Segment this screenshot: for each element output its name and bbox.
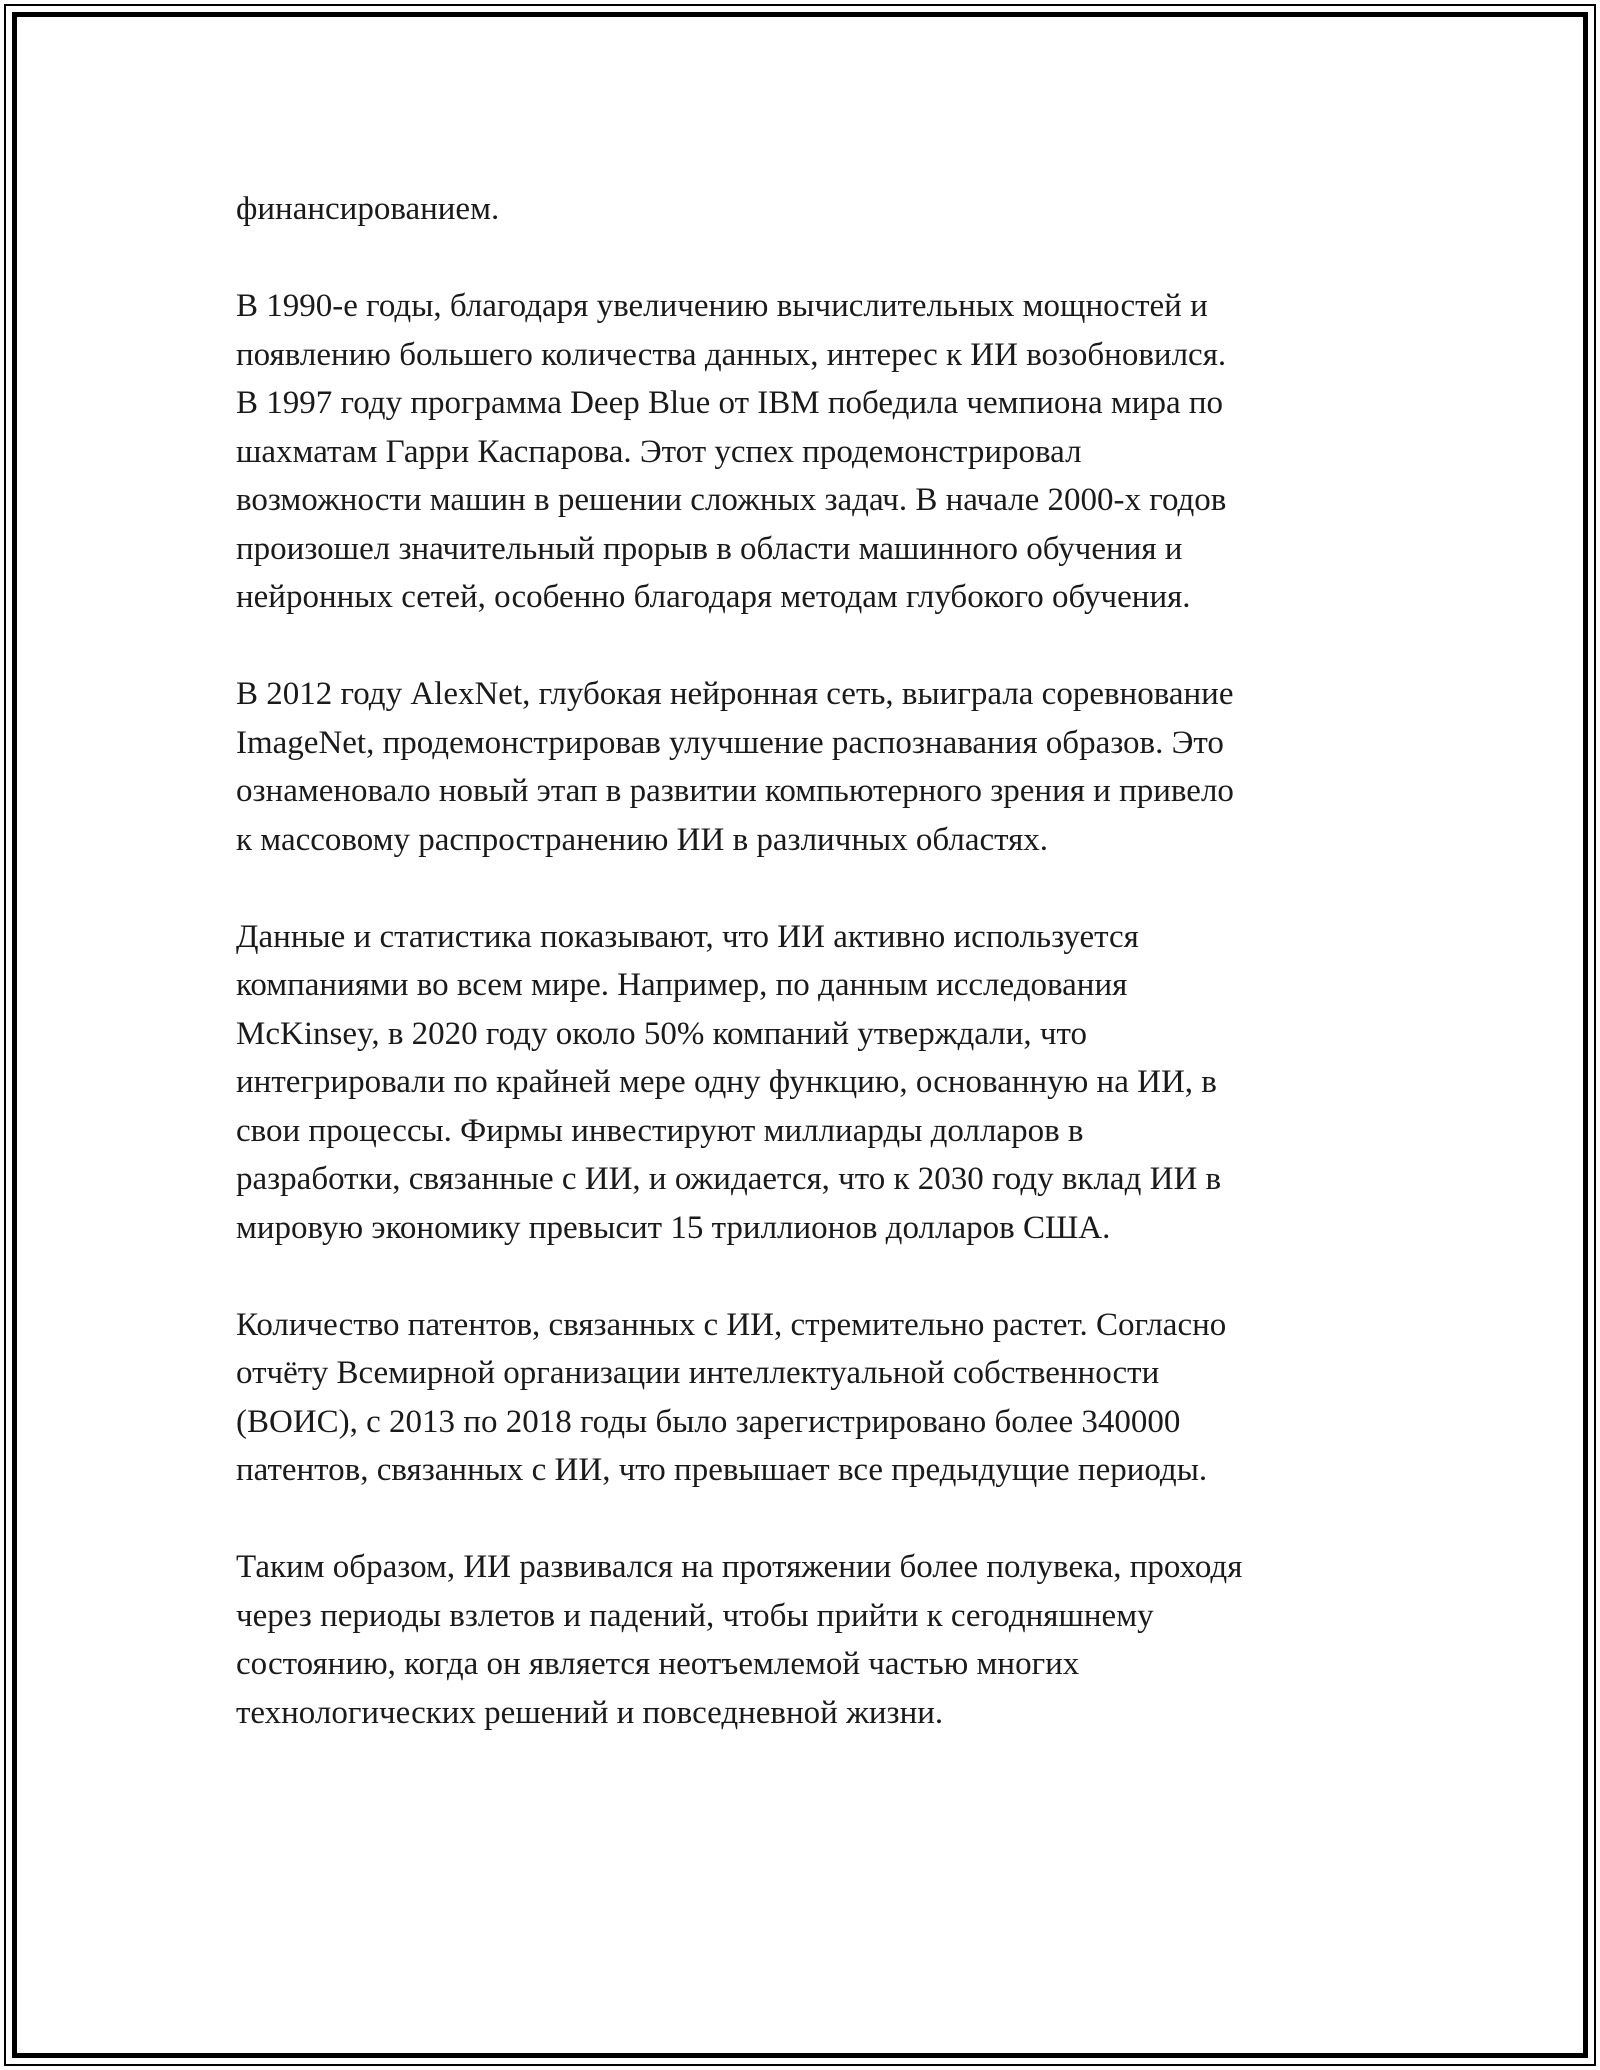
- text-line: разработки, связанные с ИИ, и ожидается, что к 2030 году вклад ИИ в: [236, 1161, 1222, 1197]
- paragraph: [236, 185, 1376, 234]
- paragraph: [236, 913, 1376, 1253]
- paragraph: [236, 670, 1376, 864]
- text-line: шахматам Гарри Каспарова. Этот успех продемонстрировал: [236, 433, 1082, 470]
- document-body: [236, 185, 1376, 1786]
- text-line: финансированием.: [236, 191, 500, 227]
- text-line: патентов, связанных с ИИ, что превышает все предыдущие периоды.: [236, 1452, 1208, 1488]
- text-line: технологических решений и повседневной жизни.: [236, 1694, 944, 1731]
- text-line: (ВОИС), с 2013 по 2018 годы было зарегистрировано более 340000: [236, 1403, 1181, 1440]
- paragraph: [236, 1301, 1376, 1495]
- paragraph: [236, 282, 1376, 622]
- text-line: Таким образом, ИИ развивался на протяжении более полувека, проходя: [236, 1549, 1243, 1585]
- text-line: Данные и статистика показывают, что ИИ активно используется: [236, 918, 1139, 955]
- text-line: В 1997 году программа Deep Blue от IBM победила чемпиона мира по: [236, 385, 1224, 421]
- text-line: к массовому распространению ИИ в различных областях.: [236, 821, 1049, 858]
- text-line: ImageNet, продемонстрировав улучшение распознавания образов. Это: [236, 724, 1224, 761]
- text-line: произошел значительный прорыв в области машинного обучения и: [236, 530, 1183, 567]
- text-line: свои процессы. Фирмы инвестируют миллиарды долларов в: [236, 1112, 1084, 1149]
- text-line: через периоды взлетов и падений, чтобы прийти к сегодняшнему: [236, 1597, 1154, 1634]
- text-line: Количество патентов, связанных с ИИ, стремительно растет. Согласно: [236, 1306, 1227, 1343]
- text-line: ознаменовало новый этап в развитии компьютерного зрения и привело: [236, 773, 1234, 809]
- text-line: интегрировали по крайней мере одну функцию, основанную на ИИ, в: [236, 1064, 1217, 1100]
- text-line: появлению большего количества данных, интерес к ИИ возобновился.: [236, 336, 1227, 373]
- text-line: McKinsey, в 2020 году около 50% компаний утверждали, что: [236, 1015, 1087, 1052]
- text-line: нейронных сетей, особенно благодаря методам глубокого обучения.: [236, 579, 1191, 615]
- paragraph: [236, 1543, 1376, 1737]
- text-line: мировую экономику превысит 15 триллионов долларов США.: [236, 1209, 1111, 1246]
- text-line: В 2012 году AlexNet, глубокая нейронная сеть, выиграла соревнование: [236, 676, 1234, 712]
- text-line: отчёту Всемирной организации интеллектуальной собственности: [236, 1355, 1160, 1391]
- text-line: компаниями во всем мире. Например, по данным исследования: [236, 967, 1128, 1003]
- text-line: В 1990-е годы, благодаря увеличению вычислительных мощностей и: [236, 288, 1208, 324]
- text-line: возможности машин в решении сложных задач. В начале 2000-х годов: [236, 482, 1227, 518]
- text-line: состоянию, когда он является неотъемлемой частью многих: [236, 1646, 1080, 1682]
